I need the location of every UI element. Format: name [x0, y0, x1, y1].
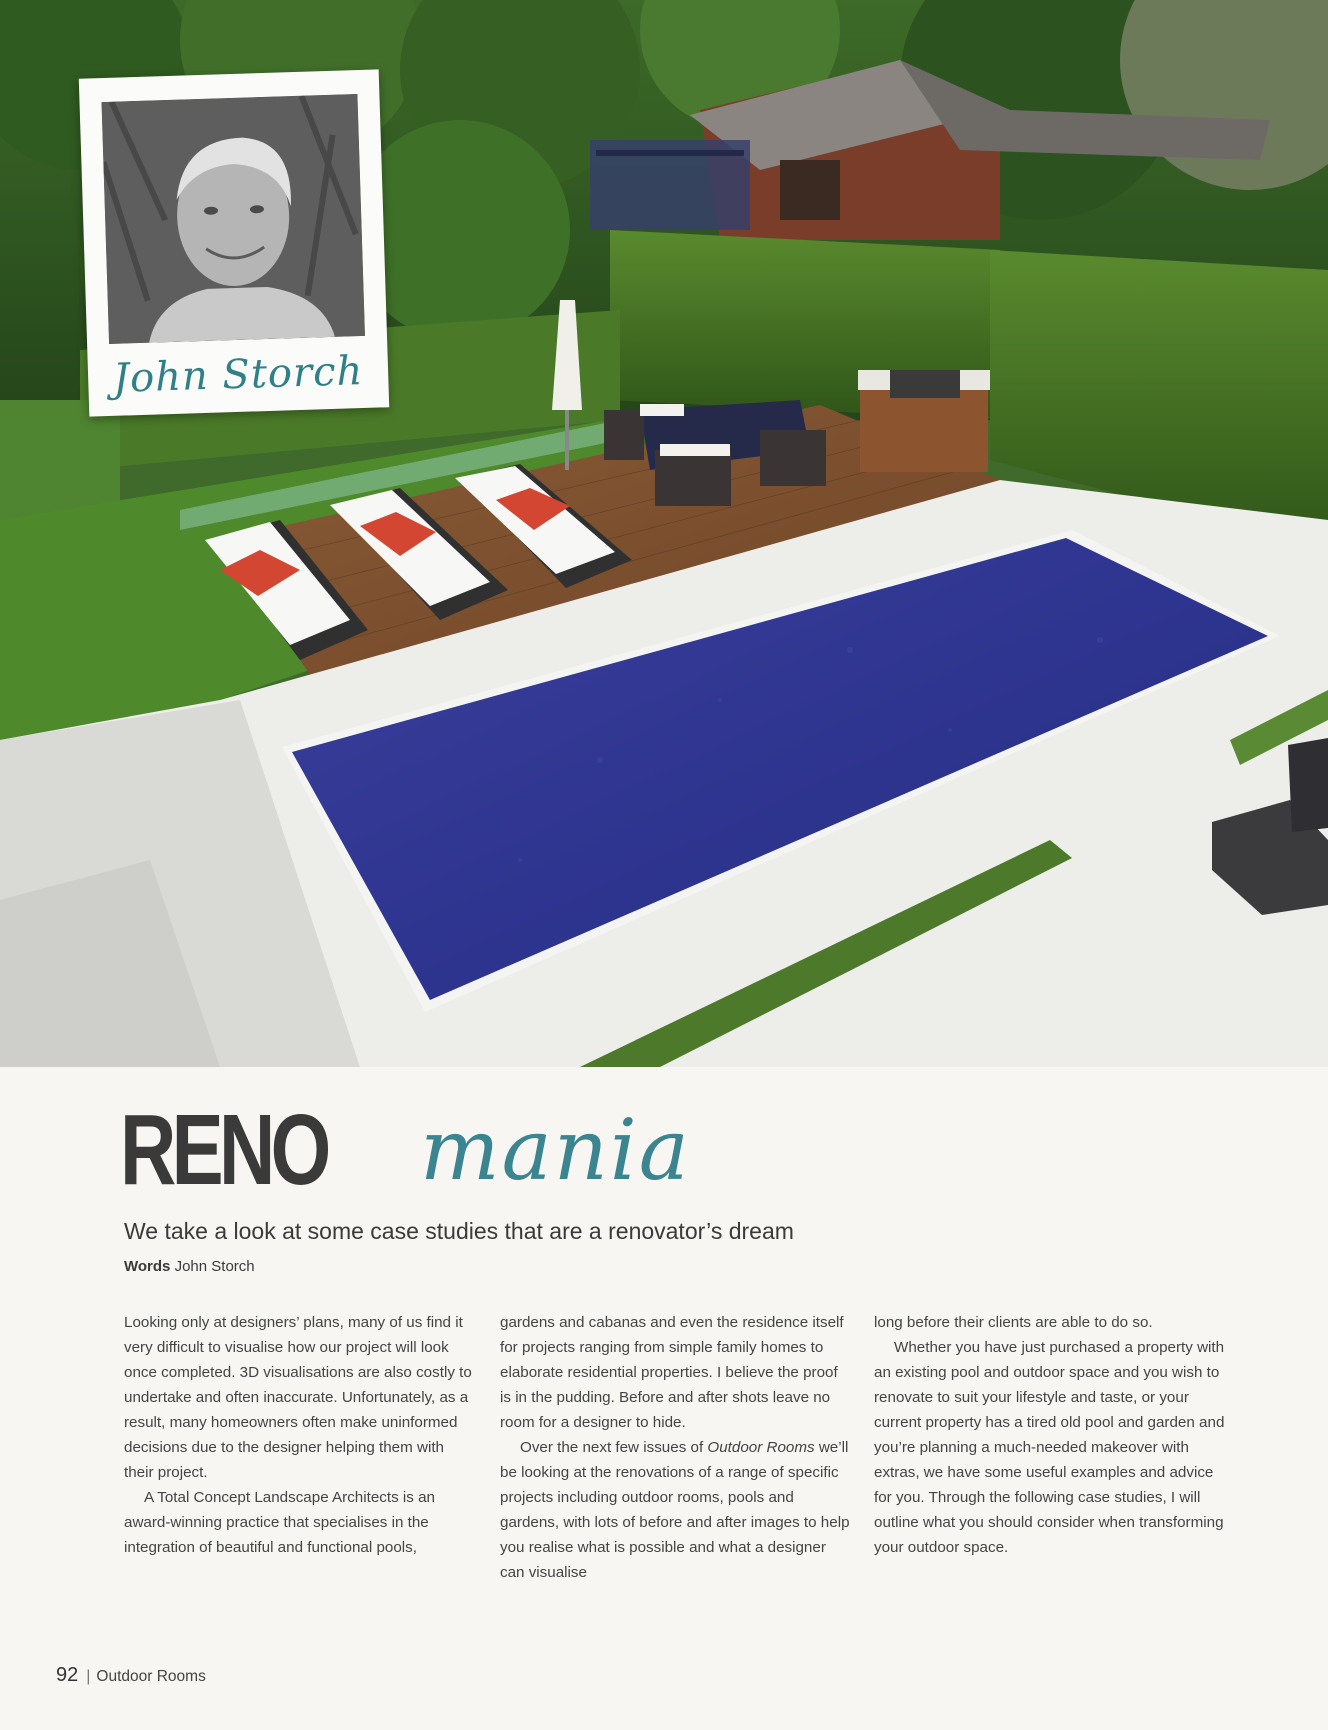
author-portrait	[102, 94, 365, 344]
byline-author: John Storch	[174, 1258, 255, 1275]
paragraph-text: Over the next few issues of	[520, 1439, 708, 1456]
paragraph	[500, 1435, 852, 1585]
magazine-name-italic: Outdoor Rooms	[707, 1439, 815, 1456]
article-title	[120, 1094, 691, 1210]
footer-separator: |	[86, 1668, 91, 1685]
body-column-3	[874, 1310, 1234, 1560]
paragraph-text: we’ll be looking at the renovations of a range of specific projects including outdoor rooms, pools and gardens, with lots of before and after images to help you realise what is possible and what a designer can visualise	[500, 1439, 850, 1581]
portrait-illustration	[102, 94, 365, 344]
paragraph: Looking only at designers’ plans, many of us find it very difficult to visualise how our project will look once completed. 3D visualisations are also costly to undertake and often inaccurate. Unfortunately, as a result, many homeowners often make uninformed decisions due to the designer helping them with their project.	[124, 1314, 472, 1481]
page-footer	[56, 1664, 206, 1687]
paragraph: A Total Concept Landscape Architects is an award-winning practice that specialises in the integration of beautiful and functional pools,	[124, 1489, 435, 1556]
paragraph: Whether you have just purchased a property with an existing pool and outdoor space and you wish to renovate to suit your lifestyle and taste, or your current property has a tired old pool and garden and you’re planning a much-needed makeover with extras, we have some useful examples and advice for you. Through the following case studies, I will outline what you should consider when transforming your outdoor space.	[874, 1339, 1225, 1556]
paragraph: gardens and cabanas and even the residence itself for projects ranging from simple family homes to elaborate residential properties. I believe the proof is in the pudding. Before and after shots leave no room for a designer to hide.	[500, 1314, 844, 1431]
title-main: RENO	[120, 1094, 327, 1206]
article-subtitle: We take a look at some case studies that are a renovator’s dream	[124, 1218, 794, 1244]
page-number: 92	[56, 1664, 79, 1686]
magazine-name: Outdoor Rooms	[96, 1668, 206, 1685]
body-column-1	[124, 1310, 476, 1560]
body-column-2	[500, 1310, 852, 1585]
byline-label: Words	[124, 1258, 171, 1275]
author-signature: John Storch	[112, 348, 364, 402]
paragraph: long before their clients are able to do so.	[874, 1314, 1153, 1331]
author-polaroid	[79, 69, 389, 416]
byline	[124, 1258, 255, 1275]
title-script: mania	[420, 1101, 691, 1199]
